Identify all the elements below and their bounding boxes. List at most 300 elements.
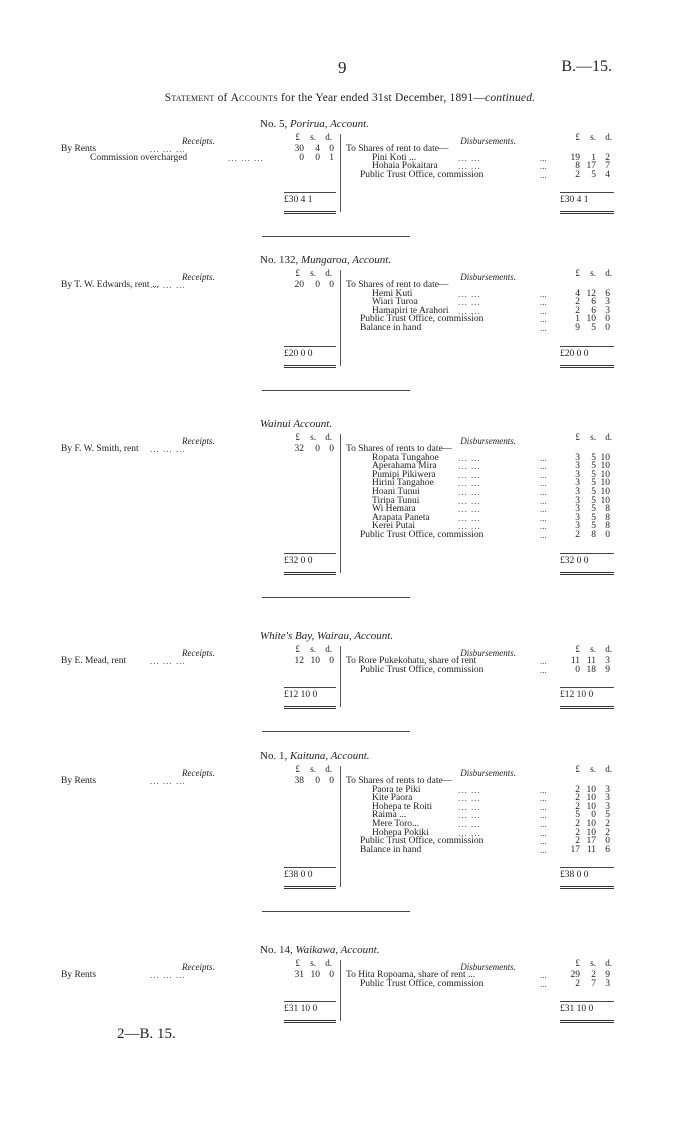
account-name: White's Bay, Wairau, Account. (260, 630, 394, 642)
double-rule (560, 361, 614, 368)
leader-dots: ... ... ... (228, 152, 264, 163)
leader-dots: ... (540, 819, 547, 829)
lsd-pence: d. (605, 644, 612, 654)
leader-dots: ... ... (458, 461, 481, 472)
disbursement-amount-shillings: 2 (591, 970, 596, 980)
disbursement-amount-pence: 9 (605, 664, 610, 675)
disbursement-amount-pence: 2 (605, 827, 610, 838)
lsd-pound: £ (575, 268, 580, 278)
disbursement-amount-pounds: 3 (575, 461, 580, 472)
disbursement-amount-shillings: 5 (591, 323, 596, 333)
receipt-line: By Rents (61, 144, 97, 154)
receipts-total-value: £38 0 0 (284, 870, 313, 881)
leader-dots: ... ... (458, 288, 481, 299)
receipt-amount-pounds: 0 (299, 152, 304, 163)
disbursement-amount-pence: 3 (605, 656, 610, 666)
disbursement-line: To Shares of rent to date— (346, 280, 449, 290)
receipt-amount-pence: 0 (329, 656, 334, 666)
lsd-pence: d. (325, 764, 332, 774)
disbursement-amount-shillings: 10 (586, 314, 596, 325)
disbursements-total-value: £38 0 0 (560, 870, 589, 881)
receipts-total (284, 867, 336, 889)
disbursement-amount-shillings: 6 (591, 305, 596, 316)
disbursement-amount-shillings: 7 (591, 978, 596, 989)
leader-dots: ... ... ... (150, 970, 186, 980)
receipt-amount-shillings: 4 (315, 144, 320, 154)
disbursement-amount-pounds: 2 (575, 169, 580, 180)
disbursement-line: Arapata Paneta (372, 512, 430, 523)
leader-dots: ... (540, 297, 547, 308)
lsd-pound: £ (295, 644, 300, 654)
receipts-heading: Receipts. (182, 962, 215, 972)
lsd-pence: d. (605, 132, 612, 142)
receipts-total-value: £30 4 1 (284, 195, 313, 206)
disbursements-total (560, 192, 614, 214)
column-divider (340, 960, 341, 1021)
disbursement-amount-shillings: 5 (591, 512, 596, 523)
leader-dots: ... (540, 152, 547, 163)
leader-dots: ... ... (458, 469, 481, 480)
leader-dots: ... (540, 169, 547, 180)
disbursement-amount-pence: 10 (600, 495, 610, 506)
disbursement-amount (560, 530, 614, 540)
disbursement-amount-shillings: 10 (586, 784, 596, 795)
disbursement-line: Public Trust Office, commission (360, 664, 484, 675)
disbursements-heading: Disbursements. (460, 272, 516, 282)
disbursement-amount-shillings: 10 (586, 801, 596, 812)
lsd-pence: d. (605, 764, 612, 774)
account-title (260, 118, 369, 130)
account-name: Kaituna, Account. (289, 750, 370, 762)
receipt-amount (284, 656, 336, 666)
disbursement-amount-pounds: 3 (575, 469, 580, 480)
disbursement-amount-shillings: 11 (586, 844, 596, 855)
title-word-of: of (214, 92, 231, 104)
disbursement-line: Public Trust Office, commission (360, 836, 484, 847)
disbursement-amount-shillings: 6 (591, 297, 596, 308)
leader-dots: ... (540, 495, 547, 506)
leader-dots: ... (540, 469, 547, 480)
document-reference: B.—15. (561, 58, 612, 75)
disbursements-heading: Disbursements. (460, 648, 516, 658)
leader-dots: ... ... ... (150, 444, 186, 454)
account-name: Wainui Account. (260, 418, 333, 430)
lsd-shilling: s. (590, 958, 596, 968)
disbursement-amount-pence: 4 (605, 169, 610, 180)
leader-dots: ... (540, 810, 547, 821)
disbursement-amount-pounds: 2 (575, 530, 580, 540)
leader-dots: ... ... ... (150, 656, 186, 666)
disbursement-amount-shillings: 17 (586, 161, 596, 172)
lsd-shilling: s. (590, 268, 596, 278)
lsd-pound: £ (295, 132, 300, 142)
account-title (260, 630, 393, 642)
receipt-amount-pounds: 38 (294, 776, 304, 786)
double-rule (560, 882, 614, 889)
disbursement-amount-pence: 10 (600, 469, 610, 480)
lsd-shilling: s. (310, 644, 316, 654)
title-continued: continued. (485, 92, 536, 104)
double-rule (284, 568, 336, 575)
disbursements-heading: Disbursements. (460, 136, 516, 146)
account-title (260, 418, 332, 430)
disbursement-amount-pounds: 3 (575, 495, 580, 506)
leader-dots: ... ... ... (150, 776, 186, 786)
column-divider (340, 646, 341, 707)
leader-dots: ... ... (458, 487, 481, 497)
disbursement-amount-pounds: 2 (575, 305, 580, 316)
disbursement-amount-pence: 3 (605, 297, 610, 308)
leader-dots: ... (540, 288, 547, 299)
disbursement-amount-pounds: 2 (575, 819, 580, 829)
lsd-column-heading (284, 764, 336, 774)
disbursement-line: Wiari Turoa (372, 297, 418, 308)
disbursement-amount-pence: 6 (605, 844, 610, 855)
disbursement-amount-pounds: 3 (575, 512, 580, 523)
disbursement-amount (560, 323, 614, 333)
receipt-line: By Rents (61, 776, 97, 786)
account-number: No. 132, (260, 254, 299, 266)
leader-dots: ... ... (458, 801, 481, 812)
account-number: No. 1, (260, 750, 288, 762)
lsd-column-heading (284, 268, 336, 278)
leader-dots: ... ... (458, 784, 481, 795)
disbursement-line: Kerei Putai (372, 521, 416, 532)
leader-dots: ... ... (458, 827, 481, 838)
receipt-amount-pounds: 12 (294, 656, 304, 666)
disbursement-line: Hoani Tunui (372, 487, 420, 497)
disbursements-total (560, 687, 614, 709)
lsd-column-heading (564, 764, 614, 774)
disbursement-amount-pounds: 1 (575, 314, 580, 325)
leader-dots: ... (540, 664, 547, 675)
lsd-pence: d. (325, 958, 332, 968)
disbursements-total-value: £20 0 0 (560, 348, 589, 359)
disbursement-amount-shillings: 5 (591, 452, 596, 463)
disbursement-amount-pence: 3 (605, 801, 610, 812)
lsd-pence: d. (325, 432, 332, 442)
lsd-column-heading (564, 958, 614, 968)
leader-dots: ... (540, 844, 547, 855)
receipt-amount-pounds: 20 (294, 280, 304, 290)
disbursement-line: Hohaia Pokaitara (372, 161, 438, 172)
lsd-shilling: s. (310, 958, 316, 968)
lsd-column-heading (564, 268, 614, 278)
disbursement-amount-pounds: 9 (575, 323, 580, 333)
disbursement-amount-pence: 7 (605, 161, 610, 172)
disbursement-amount-pounds: 19 (570, 152, 580, 163)
receipt-amount (284, 280, 336, 290)
receipts-total-value: £31 10 0 (284, 1004, 318, 1015)
disbursement-amount-shillings: 5 (591, 504, 596, 515)
disbursement-amount-pounds: 0 (575, 664, 580, 675)
receipts-total (284, 553, 336, 575)
disbursement-amount-shillings: 10 (586, 793, 596, 804)
leader-dots: ... (540, 521, 547, 532)
receipts-heading: Receipts. (182, 136, 215, 146)
receipt-line: By T. W. Edwards, rent ... (61, 280, 160, 290)
leader-dots: ... ... ... (150, 280, 186, 290)
disbursement-amount-pounds: 2 (575, 978, 580, 989)
receipt-line: By Rents (61, 970, 97, 980)
lsd-pound: £ (575, 764, 580, 774)
section-separator (262, 597, 410, 598)
leader-dots: ... (540, 801, 547, 812)
receipt-line: Commission overcharged (90, 152, 188, 163)
double-rule (284, 361, 336, 368)
lsd-shilling: s. (310, 432, 316, 442)
leader-dots: ... ... (458, 521, 481, 532)
disbursement-amount-pence: 0 (605, 530, 610, 540)
disbursement-amount-pounds: 3 (575, 452, 580, 463)
disbursement-amount-shillings: 5 (591, 487, 596, 497)
double-rule (284, 207, 336, 214)
disbursement-amount-pounds: 2 (575, 801, 580, 812)
disbursement-amount-pence: 10 (600, 487, 610, 497)
disbursement-amount-shillings: 10 (586, 827, 596, 838)
page-footer: 2—B. 15. (117, 1026, 176, 1042)
lsd-pound: £ (295, 764, 300, 774)
lsd-pence: d. (605, 958, 612, 968)
account-title (260, 254, 391, 266)
double-rule (560, 1016, 614, 1023)
disbursement-amount-shillings: 5 (591, 495, 596, 506)
receipt-amount-shillings: 0 (315, 280, 320, 290)
leader-dots: ... (540, 305, 547, 316)
disbursement-amount-pounds: 3 (575, 504, 580, 515)
receipt-amount-pounds: 30 (294, 144, 304, 154)
disbursement-amount-pence: 9 (605, 970, 610, 980)
disbursement-line: Balance in hand (360, 323, 422, 333)
leader-dots: ... ... (458, 305, 481, 316)
disbursement-amount-pence: 0 (605, 314, 610, 325)
leader-dots: ... ... (458, 495, 481, 506)
account-number: No. 14, (260, 944, 293, 956)
leader-dots: ... ... (458, 819, 481, 829)
disbursement-amount-pounds: 3 (575, 521, 580, 532)
disbursement-line: Public Trust Office, commission (360, 314, 484, 325)
lsd-column-heading (284, 132, 336, 142)
disbursement-line: To Rore Pukekohatu, share of rent (346, 656, 477, 666)
disbursements-total (560, 346, 614, 368)
lsd-pound: £ (575, 432, 580, 442)
receipts-total-value: £32 0 0 (284, 555, 313, 566)
disbursement-line: Mere Toro... (372, 819, 420, 829)
disbursement-line: To Shares of rents to date— (346, 776, 453, 786)
leader-dots: ... (540, 978, 547, 989)
disbursement-amount-pence: 3 (605, 793, 610, 804)
lsd-column-heading (284, 958, 336, 968)
disbursements-heading: Disbursements. (460, 768, 516, 778)
lsd-shilling: s. (310, 268, 316, 278)
receipt-amount-pence: 1 (329, 152, 334, 163)
disbursement-amount-shillings: 5 (591, 521, 596, 532)
disbursement-amount-pence: 3 (605, 784, 610, 795)
disbursements-total-value: £30 4 1 (560, 195, 589, 206)
leader-dots: ... (540, 656, 547, 666)
leader-dots: ... ... (458, 297, 481, 308)
disbursements-heading: Disbursements. (460, 436, 516, 446)
disbursement-amount-shillings: 5 (591, 169, 596, 180)
disbursement-amount-shillings: 1 (591, 152, 596, 163)
disbursement-amount (560, 979, 614, 989)
disbursement-amount-shillings: 5 (591, 461, 596, 472)
lsd-pence: d. (605, 432, 612, 442)
disbursement-line: Pini Koti ... (372, 152, 417, 163)
disbursement-amount (560, 665, 614, 675)
leader-dots: ... (540, 461, 547, 472)
lsd-shilling: s. (310, 764, 316, 774)
disbursements-total-value: £12 10 0 (560, 690, 594, 701)
leader-dots: ... (540, 504, 547, 515)
double-rule (284, 1016, 336, 1023)
disbursement-amount-shillings: 5 (591, 469, 596, 480)
disbursement-line: Tiripa Tunui (372, 495, 420, 506)
double-rule (284, 882, 336, 889)
leader-dots: ... ... (458, 452, 481, 463)
leader-dots: ... ... (458, 504, 481, 515)
receipt-amount-pence: 0 (329, 280, 334, 290)
double-rule (560, 207, 614, 214)
disbursement-amount-shillings: 8 (591, 530, 596, 540)
disbursement-amount-pence: 10 (600, 478, 610, 489)
disbursement-amount-pounds: 17 (570, 844, 580, 855)
disbursement-amount-pence: 3 (605, 978, 610, 989)
disbursement-amount-pence: 6 (605, 288, 610, 299)
disbursement-amount-shillings: 5 (591, 478, 596, 489)
column-divider (340, 434, 341, 573)
disbursement-amount-shillings: 17 (586, 836, 596, 847)
disbursement-amount-shillings: 18 (586, 664, 596, 675)
leader-dots: ... (540, 452, 547, 463)
leader-dots: ... (540, 161, 547, 172)
disbursement-amount-pence: 5 (605, 810, 610, 821)
disbursement-amount-pounds: 5 (575, 810, 580, 821)
disbursement-amount-pounds: 3 (575, 487, 580, 497)
lsd-shilling: s. (590, 432, 596, 442)
disbursement-amount-pence: 2 (605, 819, 610, 829)
lsd-pound: £ (295, 958, 300, 968)
section-separator (262, 236, 410, 237)
title-rest: for the Year ended 31st December, 1891— (277, 92, 486, 104)
disbursement-line: Hemi Kuti (372, 288, 413, 299)
account-name: Porirua, Account. (289, 118, 369, 130)
disbursement-line: To Shares of rents to date— (346, 444, 453, 454)
disbursement-amount-pence: 3 (605, 305, 610, 316)
receipt-amount-shillings: 10 (310, 970, 320, 980)
receipt-line: By E. Mead, rent (61, 656, 127, 666)
disbursement-line: To Shares of rent to date— (346, 144, 449, 154)
disbursement-amount-pounds: 29 (570, 970, 580, 980)
receipt-amount (284, 776, 336, 786)
lsd-pence: d. (325, 644, 332, 654)
lsd-pound: £ (295, 432, 300, 442)
lsd-pence: d. (325, 132, 332, 142)
disbursement-amount-pounds: 2 (575, 793, 580, 804)
section-separator (262, 911, 410, 912)
disbursement-amount-pence: 8 (605, 504, 610, 515)
disbursement-amount-shillings: 12 (586, 288, 596, 299)
disbursement-line: Public Trust Office, commission (360, 169, 484, 180)
disbursement-line: Aperahama Mira (372, 461, 437, 472)
disbursement-line: Raima ... (372, 810, 407, 821)
account-name: Waikawa, Account. (295, 944, 380, 956)
column-divider (340, 766, 341, 887)
disbursement-line: To Hita Ropoama, share of rent ... (346, 970, 476, 980)
leader-dots: ... ... (458, 512, 481, 523)
title-word-accounts: Accounts (230, 92, 278, 104)
disbursement-line: Paora te Piki (372, 784, 421, 795)
receipts-total (284, 1001, 336, 1023)
account-number: No. 5, (260, 118, 288, 130)
disbursement-line: Hamapiri te Arahori (372, 305, 449, 316)
account-title (260, 944, 379, 956)
lsd-column-heading (284, 644, 336, 654)
double-rule (284, 702, 336, 709)
leader-dots: ... ... (458, 810, 481, 821)
disbursements-heading: Disbursements. (460, 962, 516, 972)
disbursements-total (560, 553, 614, 575)
receipts-total-value: £20 0 0 (284, 348, 313, 359)
receipt-amount-pence: 0 (329, 144, 334, 154)
disbursement-line: Kite Paora (372, 793, 413, 804)
receipt-line: By F. W. Smith, rent (61, 444, 139, 454)
lsd-shilling: s. (590, 132, 596, 142)
disbursement-line: Hirini Tangahoe (372, 478, 434, 489)
disbursements-total (560, 1001, 614, 1023)
lsd-column-heading (564, 432, 614, 442)
receipt-amount-shillings: 10 (310, 656, 320, 666)
disbursement-line: Ropata Tungahoe (372, 452, 439, 463)
statement-title (0, 92, 700, 104)
lsd-pound: £ (575, 644, 580, 654)
disbursement-amount-pounds: 2 (575, 784, 580, 795)
disbursement-line: Wi Hemara (372, 504, 416, 515)
leader-dots: ... (540, 793, 547, 804)
leader-dots: ... (540, 323, 547, 333)
leader-dots: ... (540, 530, 547, 540)
receipts-total (284, 687, 336, 709)
receipts-heading: Receipts. (182, 436, 215, 446)
disbursement-amount-pounds: 4 (575, 288, 580, 299)
leader-dots: ... (540, 512, 547, 523)
receipt-amount-pence: 0 (329, 444, 334, 454)
double-rule (560, 702, 614, 709)
leader-dots: ... ... (458, 793, 481, 804)
receipts-heading: Receipts. (182, 768, 215, 778)
disbursement-amount-pounds: 3 (575, 478, 580, 489)
lsd-shilling: s. (590, 644, 596, 654)
page-number: 9 (338, 58, 347, 77)
receipt-amount (284, 444, 336, 454)
disbursement-amount-pence: 0 (605, 323, 610, 333)
disbursement-amount-pounds: 2 (575, 836, 580, 847)
disbursement-amount-shillings: 11 (586, 656, 596, 666)
receipts-total-value: £12 10 0 (284, 690, 318, 701)
disbursement-amount-shillings: 10 (586, 819, 596, 829)
leader-dots: ... (540, 827, 547, 838)
title-word-statement: Statement (164, 92, 215, 104)
receipt-amount-shillings: 0 (315, 776, 320, 786)
disbursement-amount-pence: 10 (600, 452, 610, 463)
disbursements-total-value: £32 0 0 (560, 555, 589, 566)
receipt-amount (284, 153, 336, 163)
account-name: Mungaroa, Account. (300, 254, 392, 266)
disbursement-amount-shillings: 0 (591, 810, 596, 821)
disbursement-line: Hohepa Pokiki (372, 827, 429, 838)
receipt-amount-pence: 0 (329, 970, 334, 980)
column-divider (340, 134, 341, 212)
